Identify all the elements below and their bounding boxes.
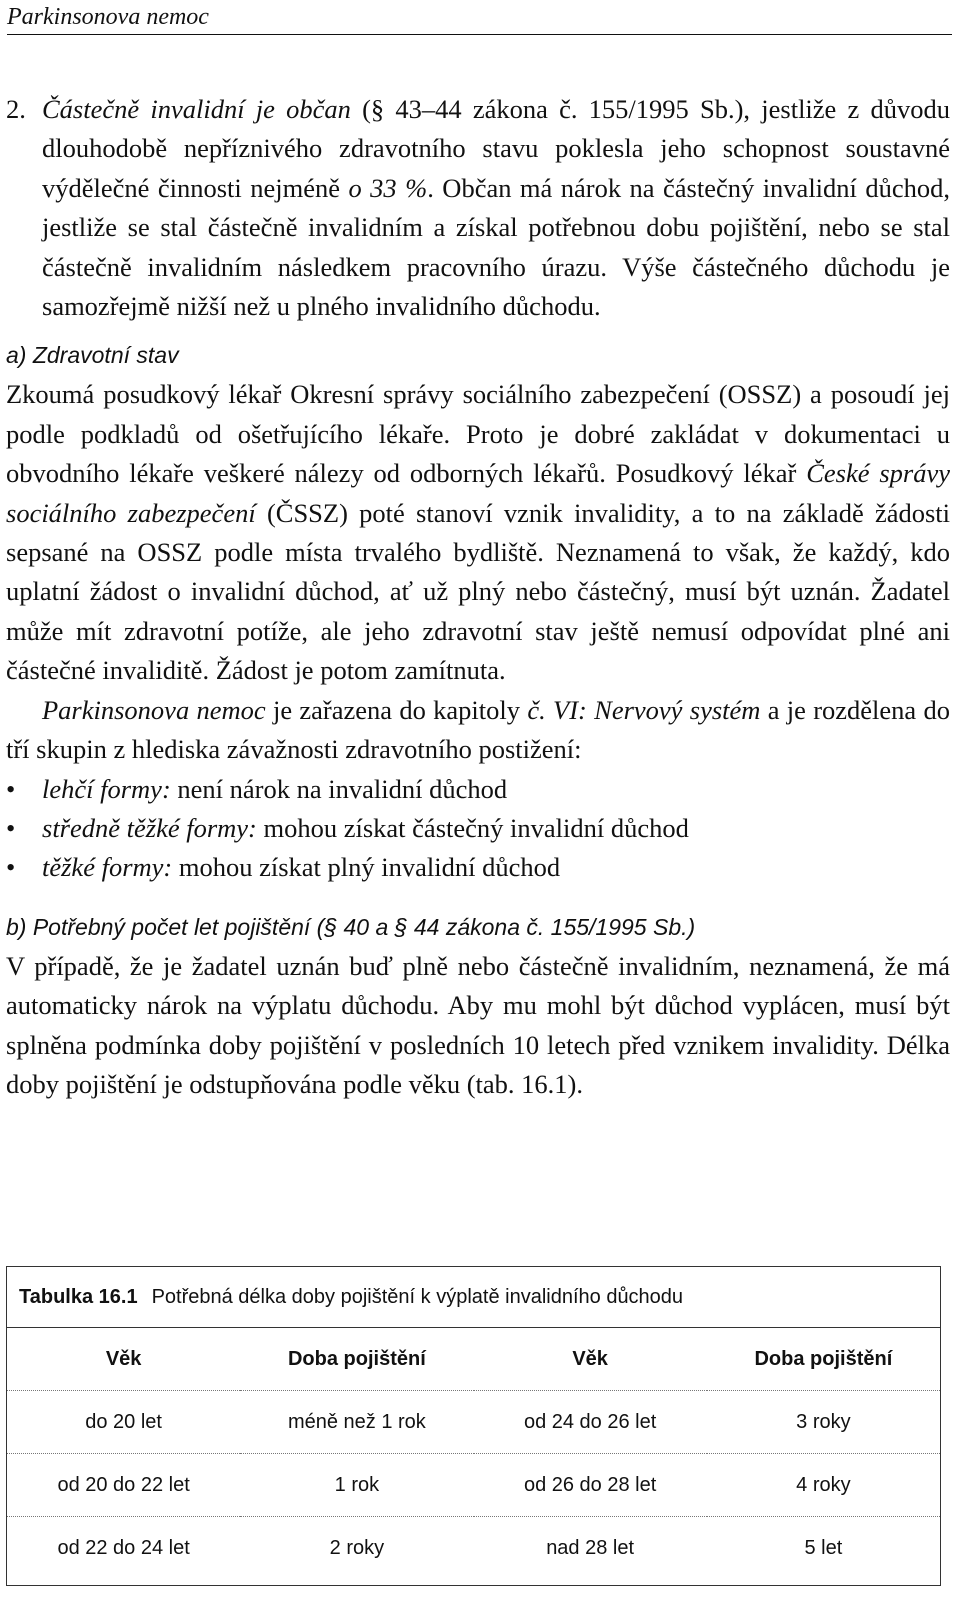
table-label: Tabulka 16.1 <box>19 1285 138 1308</box>
table-cell: nad 28 let <box>474 1517 707 1580</box>
table-header-row <box>7 1328 940 1391</box>
column-header-age: Věk <box>572 1347 608 1370</box>
paragraph-classification <box>6 691 950 770</box>
para-italic-cssz: České správy sociálního zabezpečení <box>6 458 950 528</box>
table-row <box>7 1391 940 1454</box>
table-cell: 3 roky <box>707 1391 940 1454</box>
list-item <box>6 809 950 848</box>
table-cell: 5 let <box>707 1517 940 1580</box>
table-caption-text: Potřebná délka doby pojištění k výplatě invalidního důchodu <box>151 1285 684 1308</box>
page-body <box>6 90 950 1104</box>
table-cell: méně než 1 rok <box>240 1391 473 1454</box>
para-text-d: a je rozdělena do tří skupin z hlediska závažnosti zdravotního postižení: <box>6 694 950 765</box>
list-item <box>6 770 950 809</box>
paragraph-insurance-period: V případě, že je žadatel uznán buď plně nebo částečně invalidním, neznamená, že má automaticky nárok na výplatu důchodu. Aby mu mohl být důchod vyplácen, musí být splněna podmínka doby pojištění v posledních 10 letech před vznikem invalidity. Délka doby pojištění je odstupňována podle věku (tab. 16.1). <box>6 950 950 1099</box>
list-term: lehčí formy: <box>42 773 171 804</box>
table-cell: 2 roky <box>240 1517 473 1580</box>
subheading-a: a) Zdravotní stav <box>6 342 179 369</box>
running-header <box>7 0 952 35</box>
bullet-icon: • <box>6 852 16 883</box>
column-header-age: Věk <box>105 1347 142 1370</box>
list-text: není nárok na invalidní důchod <box>170 773 508 804</box>
table-cell: od 22 do 24 let <box>7 1517 240 1580</box>
table-row <box>7 1517 940 1580</box>
column-header-period: Doba pojištění <box>754 1347 893 1370</box>
item-text-1: (§ 43–44 zákona č. 155/1995 Sb.), jestliže z důvodu dlouhodobě nepříznivého zdravotního stavu poklesla jeho schopnost soustavné výdělečné činnosti nejméně <box>42 94 950 203</box>
bullet-icon: • <box>6 812 16 843</box>
section-2-paragraph <box>6 90 950 326</box>
data-table <box>7 1328 940 1579</box>
running-title: Parkinsonova nemoc <box>7 4 209 30</box>
para-italic-disease: Parkinsonova nemoc <box>42 694 266 725</box>
item-lead: Částečně invalidní je občan <box>42 94 351 124</box>
table-cell: 1 rok <box>240 1454 473 1517</box>
table-cell: od 20 do 22 let <box>7 1454 240 1517</box>
table-cell: od 24 do 26 let <box>474 1391 707 1454</box>
para-text-b: (ČSSZ) poté stanoví vznik invalidity, a to na základě žádosti sepsané na OSSZ podle místa trvalého bydliště. Neznamená to však, že každý, kdo uplatní žádost o invalidní důchod, ať už plný nebo částečný, musí být uznán. Žadatel může mít zdravotní potíže, ale jeho zdravotní stav ještě nemusí odpovídat plné ani částečné invaliditě. Žádost je potom zamítnuta. <box>6 497 951 686</box>
bullet-icon: • <box>6 773 16 804</box>
table-cell: do 20 let <box>7 1391 240 1454</box>
column-header-period: Doba pojištění <box>287 1347 426 1370</box>
severity-list <box>6 770 950 888</box>
list-term: těžké formy: <box>42 852 173 883</box>
insurance-table <box>6 1266 941 1586</box>
table-row <box>7 1454 940 1517</box>
para-text-c: je zařazena do kapitoly <box>265 694 528 725</box>
list-text: mohou získat plný invalidní důchod <box>172 852 561 883</box>
item-number: 2. <box>6 94 26 124</box>
list-item <box>6 848 950 887</box>
table-caption <box>7 1267 940 1328</box>
subheading-b: b) Potřebný počet let pojištění (§ 40 a § 44 zákona č. 155/1995 Sb.) <box>6 913 696 940</box>
item-percent: o 33 % <box>348 172 428 203</box>
item-text-2: . Občan má nárok na částečný invalidní důchod, jestliže se stal částečně invalidním a získal potřebnou dobu pojištění, nebo se stal částečně invalidním následkem pracovního úrazu. Výše částečného důchodu je samozřejmě nižší než u plného invalidního důchodu. <box>42 172 950 322</box>
table-cell: 4 roky <box>707 1454 940 1517</box>
para-italic-chapter: č. VI: Nervový systém <box>527 694 761 725</box>
para-text-a: Zkoumá posudkový lékař Okresní správy sociálního zabezpečení (OSSZ) a posoudí jej podle podkladů od ošetřujícího lékaře. Proto je dobré zakládat v dokumentaci u obvodního lékaře veškeré nálezy od odborných lékařů. Posudkový lékař <box>6 379 950 489</box>
paragraph-health-state <box>6 375 950 690</box>
list-text: mohou získat částečný invalidní důchod <box>256 812 689 843</box>
list-term: středně těžké formy: <box>42 812 257 843</box>
table-cell: od 26 do 28 let <box>474 1454 707 1517</box>
